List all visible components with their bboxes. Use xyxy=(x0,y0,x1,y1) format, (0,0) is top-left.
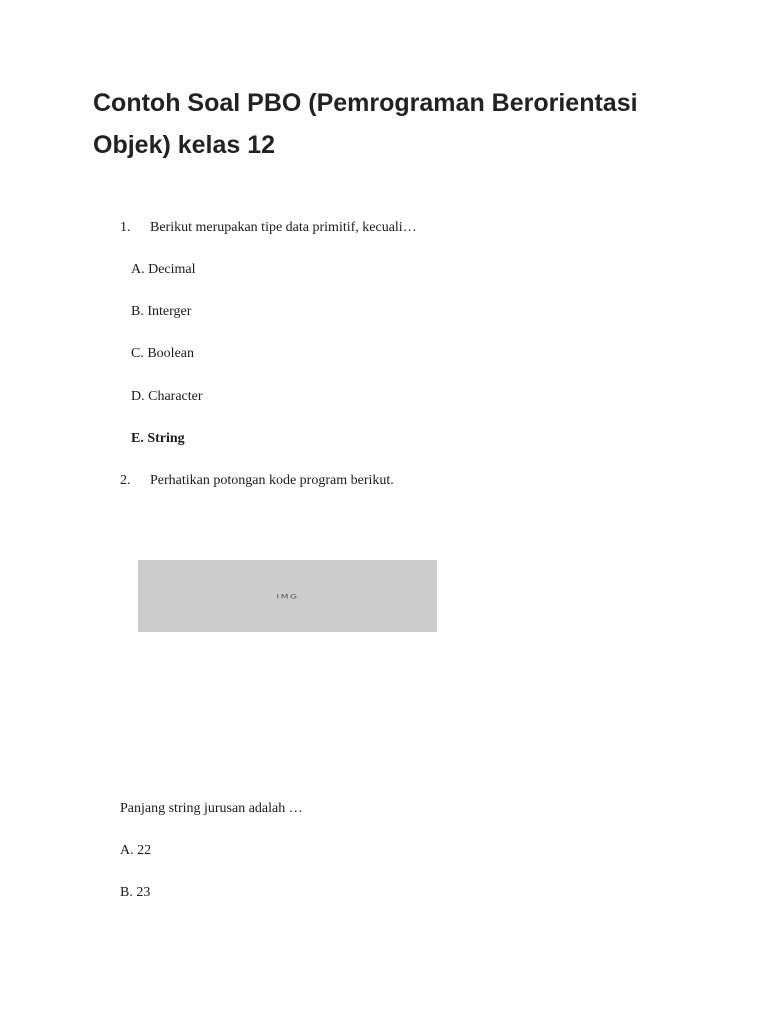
option-a: A. 22 xyxy=(120,843,152,858)
question-number: 2. xyxy=(120,473,131,488)
question-text: Berikut merupakan tipe data primitif, kecuali… xyxy=(150,220,417,235)
code-image-placeholder xyxy=(138,560,437,632)
option-b: B. 23 xyxy=(120,885,151,900)
followup-question-text: Panjang string jurusan adalah … xyxy=(120,801,303,816)
option-d: D. Character xyxy=(131,389,203,404)
page-title: Contoh Soal PBO (Pemrograman Berorientasi Objek) kelas 12 xyxy=(93,89,638,159)
image-placeholder-label: IMG xyxy=(276,593,299,601)
option-b: B. Interger xyxy=(131,304,192,319)
question-number: 1. xyxy=(120,220,131,235)
question-text: Perhatikan potongan kode program berikut. xyxy=(150,473,394,488)
option-a: A. Decimal xyxy=(131,262,196,277)
option-c: C. Boolean xyxy=(131,346,194,361)
option-e-answer: E. String xyxy=(131,431,185,446)
